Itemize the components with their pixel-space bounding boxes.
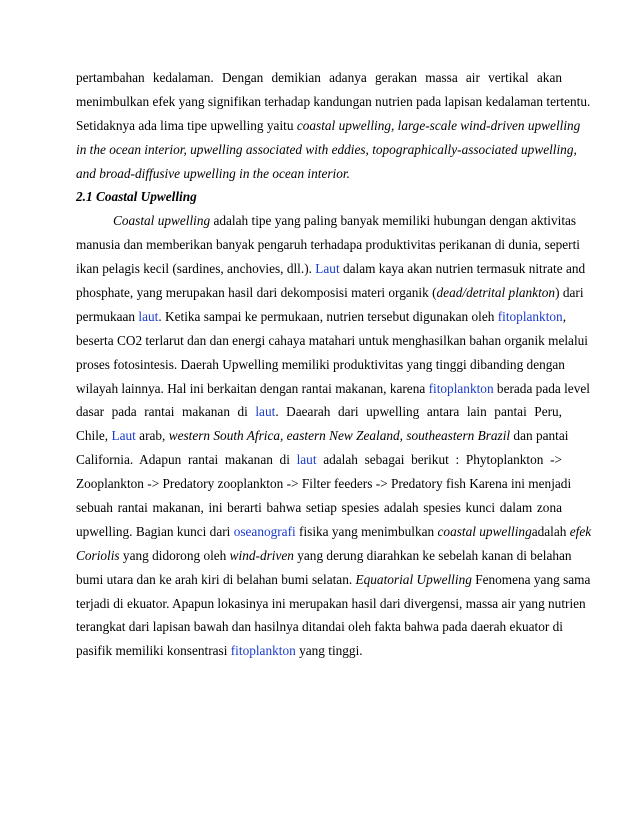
paragraph-line [76, 472, 572, 496]
text-span: California. Adapun rantai makanan di [76, 452, 297, 468]
text-span: permukaan [76, 308, 139, 324]
paragraph-line [76, 568, 591, 592]
text-span: sebuah rantai makanan, ini berarti bahwa setiap spesies adalah spesies kunci dalam zona [76, 500, 562, 516]
paragraph-line [76, 281, 584, 305]
text-span: terangkat dari lapisan bawah dan hasilnya ditandai oleh fakta bahwa pada daerah ekuator di [76, 619, 563, 635]
text-span: adalah [531, 523, 570, 539]
text-span: proses fotosintesis. Daerah Upwelling memiliki produktivitas yang tinggi dibanding dengan [76, 356, 565, 372]
paragraph-line [76, 257, 586, 281]
italic-span: in the ocean interior, upwelling associated with eddies, topographically-associated upwelling, [76, 141, 577, 157]
paragraph-line [76, 66, 562, 90]
link-laut[interactable]: Laut [315, 261, 340, 277]
text-span: pasifik memiliki konsentrasi [76, 643, 231, 659]
text-span: dalam kaya akan nutrien termasuk nitrate and [339, 261, 586, 277]
text-span: beserta CO2 terlarut dan dan energi cahaya matahari untuk menghasilkan bahan organik melalui [76, 332, 588, 348]
link-laut[interactable]: laut [255, 404, 276, 420]
link-fitoplankton[interactable]: fitoplankton [428, 380, 494, 396]
italic-span: Equatorial Upwelling [355, 571, 472, 587]
text-span: . Daearah dari upwelling antara lain pantai Peru, [275, 404, 562, 420]
italic-span: western South Africa, eastern New Zealand, southeastern Brazil [168, 428, 511, 444]
paragraph-line [76, 305, 567, 329]
text-span: yang derung diarahkan ke sebelah kanan di belahan [293, 547, 572, 563]
text-span: terjadi di ekuator. Apapun lokasinya ini merupakan hasil dari divergensi, massa air yang nutrien [76, 595, 586, 611]
text-span: . Ketika sampai ke permukaan, nutrien tersebut digunakan oleh [158, 308, 498, 324]
text-span: Zooplankton -> Predatory zooplankton -> Filter feeders -> Predatory fish Karena ini menjadi [76, 476, 572, 492]
link-laut[interactable]: laut [138, 308, 159, 324]
text-span: ) dari [555, 285, 584, 301]
text-span: Fenomena yang sama [471, 571, 591, 587]
text-span: berada pada level [493, 380, 590, 396]
paragraph-line [76, 329, 588, 353]
italic-span: efek [569, 523, 592, 539]
paragraph-line [76, 496, 562, 520]
text-span: adalah tipe yang paling banyak memiliki hubungan dengan aktivitas [210, 213, 577, 229]
paragraph-line [76, 544, 572, 568]
text-span: upwelling. Bagian kunci dari [76, 523, 234, 539]
section-heading: 2.1 Coastal Upwelling [76, 189, 197, 205]
paragraph-line [76, 209, 577, 233]
paragraph-line [76, 448, 562, 472]
text-span: dasar pada rantai makanan di [76, 404, 256, 420]
paragraph-line [76, 377, 590, 401]
text-span: bumi utara dan ke arah kiri di belahan bumi selatan. [76, 571, 356, 587]
paragraph-line [76, 639, 562, 663]
link-fitoplankton[interactable]: fitoplankton [497, 308, 563, 324]
text-span: yang didorong oleh [119, 547, 230, 563]
paragraph-line [76, 162, 562, 186]
italic-span: coastal upwelling [437, 523, 532, 539]
link-fitoplankton[interactable]: fitoplankton [230, 643, 296, 659]
paragraph-line [76, 353, 565, 377]
paragraph-line [76, 520, 592, 544]
text-span: yang tinggi. [295, 643, 363, 659]
link-laut[interactable]: laut [296, 452, 317, 468]
paragraph-line [76, 424, 569, 448]
paragraph-line [76, 400, 562, 424]
text-span: fisika yang menimbulkan [295, 523, 438, 539]
paragraph-line [76, 233, 581, 257]
paragraph-line [76, 90, 591, 114]
italic-span: Coriolis [76, 547, 120, 563]
italic-span: dead/detrital plankton [436, 285, 556, 301]
document-body [76, 66, 592, 663]
paragraph-line [76, 114, 581, 138]
text-span: pertambahan kedalaman. Dengan demikian adanya gerakan massa air vertikal akan [76, 70, 562, 85]
text-span: wilayah lainnya. Hal ini berkaitan dengan rantai makanan, karena [76, 380, 429, 396]
paragraph-line [76, 138, 577, 162]
text-span: Chile, [76, 428, 112, 444]
text-span: Setidaknya ada lima tipe upwelling yaitu [76, 117, 297, 133]
text-span: , [562, 308, 567, 324]
text-span: manusia dan memberikan banyak pengaruh terhadapa produktivitas perikanan di dunia, seperti [76, 237, 581, 253]
text-span: adalah sebagai berikut : Phytoplankton -> [316, 452, 562, 468]
italic-span: wind-driven [229, 547, 294, 563]
text-span: dan pantai [510, 428, 569, 444]
italic-span: Coastal upwelling [113, 213, 211, 229]
italic-span: coastal upwelling, large-scale wind-driven upwelling [296, 117, 581, 133]
italic-span: and broad-diffusive upwelling in the ocean interior. [76, 165, 350, 181]
link-laut[interactable]: Laut [111, 428, 136, 444]
text-span: arab, [135, 428, 169, 444]
text-span: phosphate, yang merupakan hasil dari dekomposisi materi organik ( [76, 285, 437, 301]
text-span: ikan pelagis kecil (sardines, anchovies, dll.). [76, 261, 316, 277]
link-oseanografi[interactable]: oseanografi [233, 523, 296, 539]
paragraph-line [76, 592, 586, 616]
paragraph-line [76, 615, 562, 639]
text-span: menimbulkan efek yang signifikan terhadap kandungan nutrien pada lapisan kedalaman tertentu. [76, 93, 591, 109]
